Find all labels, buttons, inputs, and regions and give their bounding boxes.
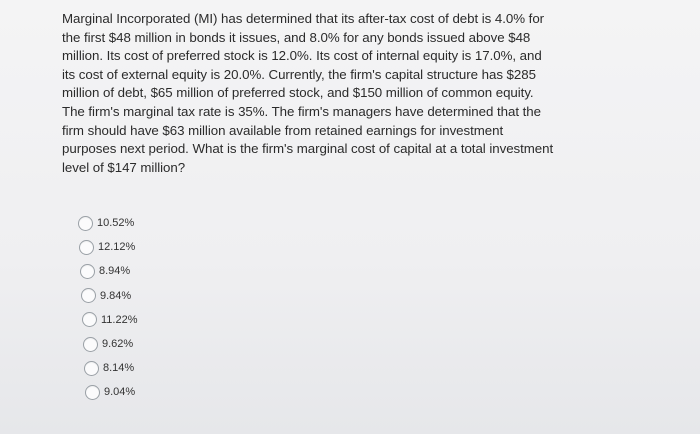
question-line: The firm's marginal tax rate is 35%. The firm's managers have determined that the [62, 103, 541, 119]
answer-option[interactable] [82, 308, 278, 332]
radio-button-icon[interactable] [85, 385, 100, 400]
radio-button-icon[interactable] [80, 264, 95, 279]
radio-button-icon[interactable] [78, 216, 93, 231]
question-line: firm should have $63 million available from retained earnings for investment [62, 122, 504, 138]
radio-button-icon[interactable] [82, 312, 97, 327]
radio-button-icon[interactable] [84, 361, 99, 376]
question-line: its cost of external equity is 20.0%. Currently, the firm's capital structure has $285 [62, 66, 536, 82]
question-line: million. Its cost of preferred stock is 12.0%. Its cost of internal equity is 17.0%, and [62, 48, 542, 64]
answer-option-label: 9.04% [104, 386, 136, 399]
answer-option[interactable] [84, 356, 278, 380]
radio-button-icon[interactable] [83, 337, 98, 352]
radio-button-icon[interactable] [81, 288, 96, 303]
answer-option[interactable] [80, 259, 278, 283]
answer-option-label: 11.22% [101, 313, 138, 326]
answer-option[interactable] [79, 235, 278, 259]
answer-option[interactable] [81, 284, 278, 308]
answer-options [78, 211, 278, 405]
radio-button-icon[interactable] [79, 240, 94, 255]
answer-option-label: 8.94% [99, 265, 131, 278]
question-line: million of debt, $65 million of preferred stock, and $150 million of common equity. [62, 85, 534, 101]
question-line: the first $48 million in bonds it issues, and 8.0% for any bonds issued above $48 [62, 29, 531, 45]
answer-option[interactable] [85, 380, 278, 404]
answer-option-label: 12.12% [98, 241, 136, 254]
answer-option[interactable] [83, 332, 278, 356]
answer-option-label: 9.62% [102, 338, 134, 351]
question-line: purposes next period. What is the firm's marginal cost of capital at a total investment [62, 141, 554, 157]
question-line: level of $147 million? [62, 159, 186, 175]
question-text [62, 10, 582, 177]
answer-option[interactable] [78, 211, 278, 235]
question-line: Marginal Incorporated (MI) has determined that its after-tax cost of debt is 4.0% for [62, 11, 545, 26]
answer-option-label: 9.84% [100, 289, 132, 302]
answer-option-label: 10.52% [97, 217, 135, 230]
answer-option-label: 8.14% [103, 362, 135, 375]
